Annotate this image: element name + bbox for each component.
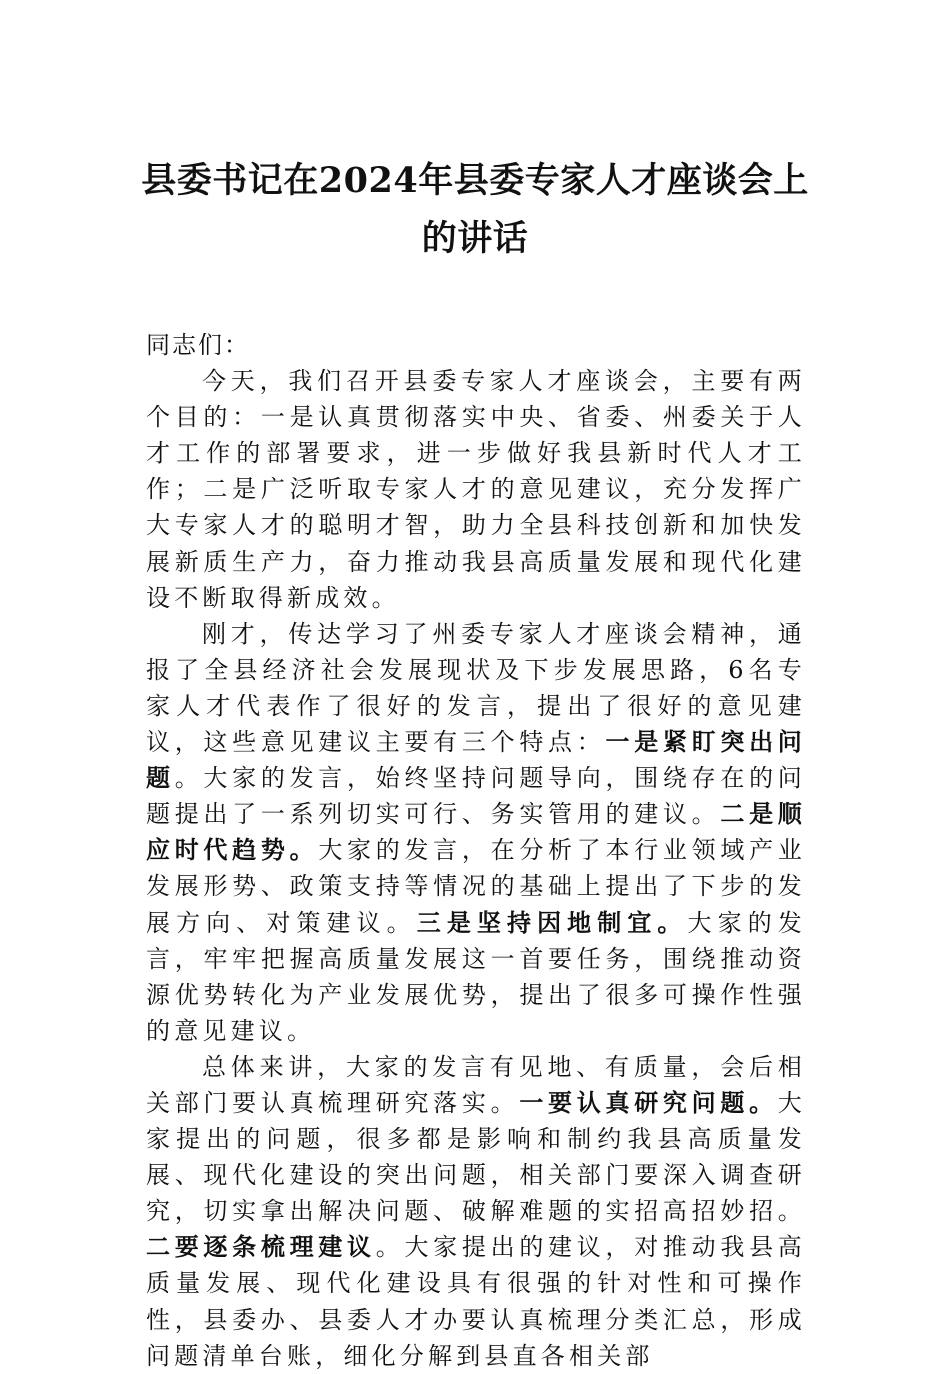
paragraph-text: 大家的发言，在分析了本行业领域产业发展形势、政策支持等情况的基础上提出了下步的发展方向、对策建议。 bbox=[146, 836, 806, 937]
key-point-heading: 三是坚持因地制宜。 bbox=[416, 907, 688, 937]
key-point-heading: 一要认真研究问题。 bbox=[519, 1087, 778, 1117]
paragraph-text: 总体来讲，大家的发言有见地、有质量，会后相关部门要认真梳理研究落实。 bbox=[146, 1052, 806, 1117]
paragraph-text: 。大家提出的建议，对推动我县高质量发展、现代化建设具有很强的针对性和可操作性，县委办、县委人才办要认真梳理分类汇总，形成问题清单台账，细化分解到县直各相关部 bbox=[146, 1233, 806, 1370]
title-line-2: 的讲话 bbox=[421, 218, 529, 259]
paragraph-3 bbox=[146, 1049, 806, 1374]
document-body bbox=[146, 327, 806, 1374]
document-title bbox=[120, 152, 830, 268]
paragraph-2 bbox=[146, 616, 806, 1049]
paragraph-text: 大家的发言，牢牢把握高质量发展这一首要任务，围绕推动资源优势转化为产业发展优势，提出了很多可操作性强的意见建议。 bbox=[146, 908, 806, 1045]
key-point-heading: 二要逐条梳理建议 bbox=[146, 1232, 376, 1262]
paragraph-text: 今天，我们召开县委专家人才座谈会，主要有两个目的：一是认真贯彻落实中央、省委、州委关于人才工作的部署要求，进一步做好我县新时代人才工作；二是广泛听取专家人才的意见建议，充分发挥广大专家人才的聪明才智，助力全县科技创新和加快发展新质生产力，奋力推动我县高质量发展和现代化建设不断取得新成效。 bbox=[146, 367, 806, 612]
key-point-heading: 一是紧盯突出问题 bbox=[146, 727, 806, 793]
title-line-1: 县委书记在2024年县委专家人才座谈会上 bbox=[141, 160, 809, 201]
paragraph-text: 大家提出的问题，很多都是影响和制约我县高质量发展、现代化建设的突出问题，相关部门要深入调查研究，切实拿出解决问题、破解难题的实招高招妙招。 bbox=[146, 1088, 806, 1226]
key-point-heading: 二是顺应时代趋势。 bbox=[146, 799, 806, 865]
paragraph-text: 。大家的发言，始终坚持问题导向，围绕存在的问题提出了一系列切实可行、务实管用的建议。 bbox=[146, 764, 806, 829]
paragraph-1 bbox=[146, 363, 806, 616]
salutation: 同志们： bbox=[146, 331, 250, 359]
paragraph-text: 刚才，传达学习了州委专家人才座谈会精神，通报了全县经济社会发展现状及下步发展思路，6名专家人才代表作了很好的发言，提出了很好的意见建议，这些意见建议主要有三个特点： bbox=[146, 619, 806, 757]
